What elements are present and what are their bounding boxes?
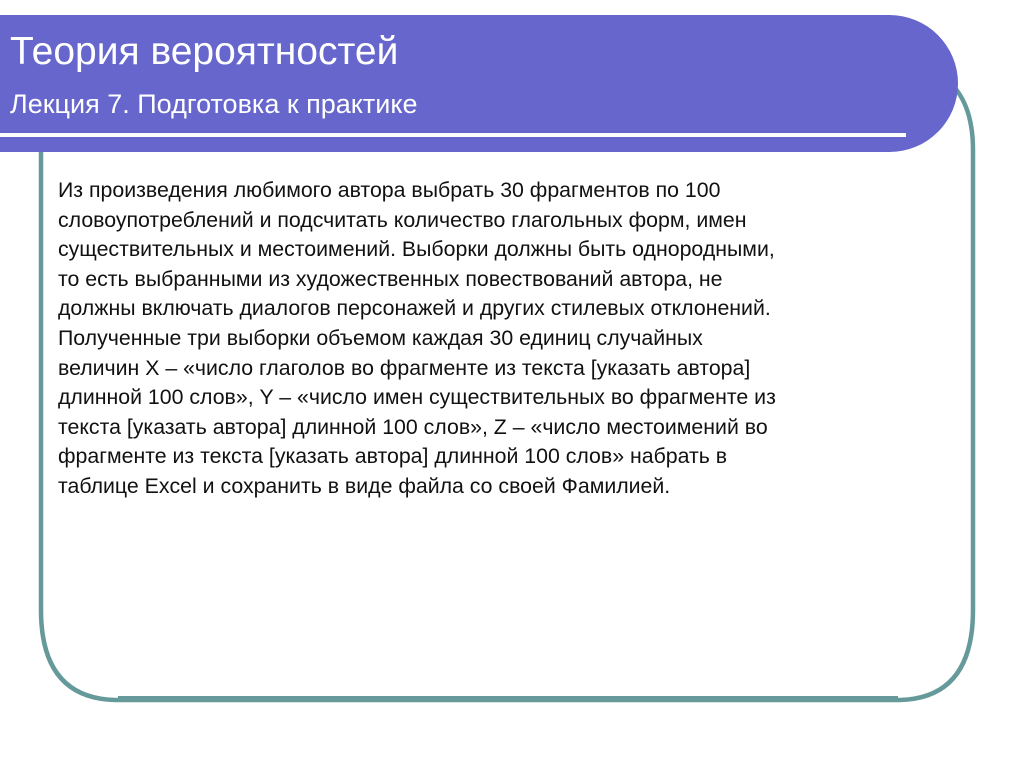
body-line: Полученные три выборки объемом каждая 30 единиц случайных: [58, 325, 703, 350]
body-line: фрагменте из текста [указать автора] длинной 100 слов» набрать в: [58, 444, 728, 469]
body-line: то есть выбранными из художественных повествований автора, не: [58, 266, 723, 291]
body-line: существительных и местоимений. Выборки должны быть однородными,: [58, 237, 775, 262]
body-line: текста [указать автора] длинной 100 слов», Z – «число местоимений во: [58, 414, 768, 439]
slide-body: [58, 176, 948, 502]
body-line: Из произведения любимого автора выбрать 30 фрагментов по 100: [58, 178, 721, 202]
body-line: должны включать диалогов персонажей и других стилевых отклонений.: [58, 296, 771, 321]
slide-subtitle: Лекция 7. Подготовка к практике: [10, 89, 418, 119]
body-line: длинной 100 слов», Y – «число имен существительных во фрагменте из: [58, 385, 776, 410]
slide-title: Теория вероятностей: [10, 30, 399, 73]
header-divider: [0, 133, 906, 137]
body-line: словоупотреблений и подсчитать количество глагольных форм, имен: [58, 207, 747, 232]
body-line: таблице Excel и сохранить в виде файла со своей Фамилией.: [58, 473, 671, 498]
body-line: величин X – «число глаголов во фрагменте из текста [указать автора]: [58, 355, 751, 380]
